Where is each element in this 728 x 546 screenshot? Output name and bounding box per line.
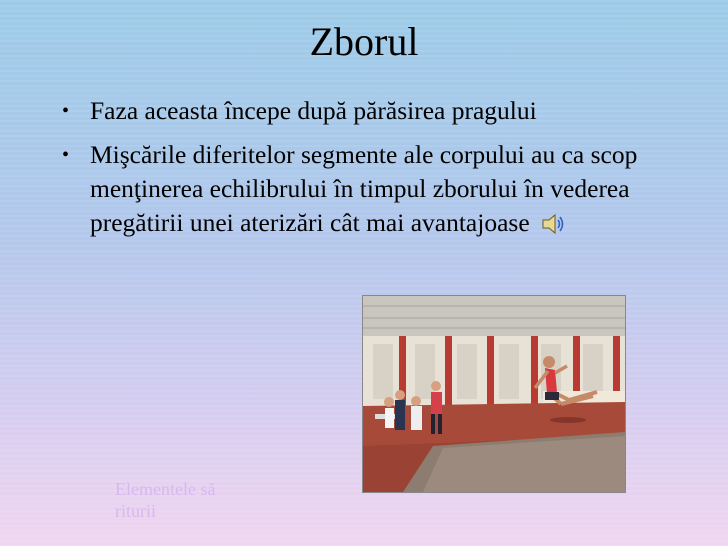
bullet-text: Mişcările diferitelor segmente ale corpului au ca scop menţinerea echilibrului în timpul zborului în vederea pregătirii unei aterizări cât mai avantajoase <box>90 140 638 237</box>
bullet-text: Faza aceasta începe după părăsirea pragului <box>90 96 537 125</box>
bullet-item <box>62 94 672 128</box>
footer-caption <box>115 478 215 522</box>
speaker-icon[interactable] <box>540 211 566 246</box>
bullet-list <box>62 94 672 256</box>
long-jump-photo <box>362 295 626 493</box>
footer-line: riturii <box>115 501 156 521</box>
footer-line: Elementele să <box>115 479 216 499</box>
slide-title: Zborul <box>309 19 419 64</box>
bullet-dot-icon: • <box>62 100 70 122</box>
bullet-dot-icon: • <box>62 144 70 166</box>
bullet-item <box>62 138 672 246</box>
